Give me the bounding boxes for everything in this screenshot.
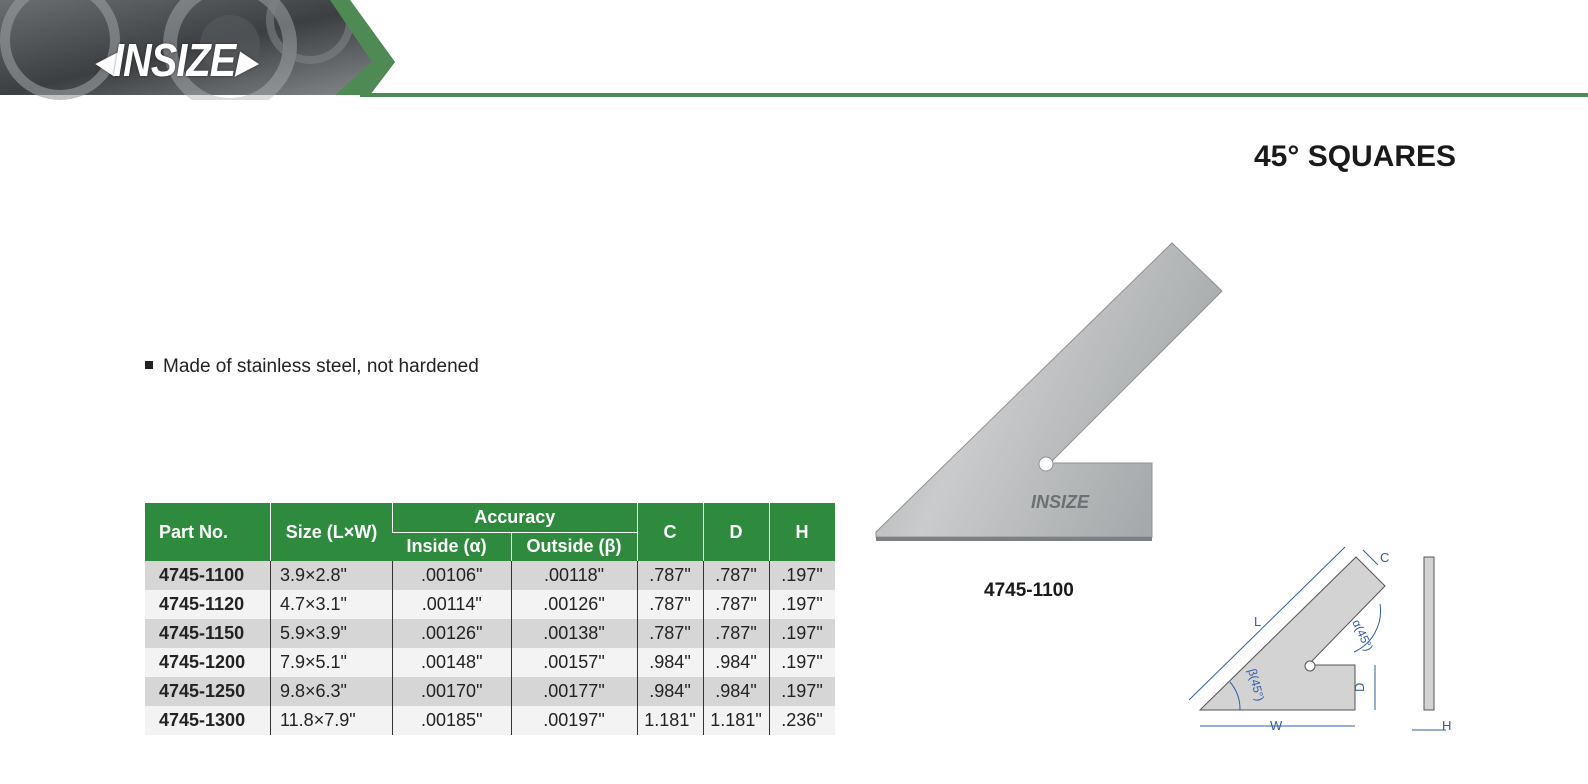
feature-text: Made of stainless steel, not hardened — [163, 356, 479, 377]
logo-arrow-left-icon: ◂ — [94, 34, 114, 86]
cell-d: .984" — [703, 648, 769, 677]
cell-inside: .00148" — [393, 648, 512, 677]
cell-size: 4.7×3.1" — [271, 590, 393, 619]
cell-c: .984" — [637, 648, 703, 677]
cell-outside: .00138" — [511, 619, 637, 648]
cell-outside: .00177" — [511, 677, 637, 706]
header-size: Size (L×W) — [271, 503, 393, 561]
header-outside: Outside (β) — [511, 532, 637, 561]
header-accuracy: Accuracy — [393, 503, 638, 532]
header-d: D — [703, 503, 769, 561]
label-l: L — [1254, 614, 1262, 629]
header-divider — [360, 93, 1588, 97]
table-row — [145, 619, 835, 648]
cell-size: 9.8×6.3" — [271, 677, 393, 706]
cell-d: .787" — [703, 561, 769, 590]
brand-logo — [94, 34, 254, 86]
table-row — [145, 648, 835, 677]
cell-h: .197" — [769, 619, 835, 648]
label-w: W — [1270, 718, 1283, 733]
cell-outside: .00118" — [511, 561, 637, 590]
cell-size: 3.9×2.8" — [271, 561, 393, 590]
table-row — [145, 706, 835, 735]
cell-h: .197" — [769, 648, 835, 677]
cell-outside: .00157" — [511, 648, 637, 677]
cell-c: .787" — [637, 590, 703, 619]
header-h: H — [769, 503, 835, 561]
label-c: C — [1380, 550, 1390, 565]
cell-c: .984" — [637, 677, 703, 706]
bullet-icon — [145, 361, 153, 369]
cell-inside: .00114" — [393, 590, 512, 619]
cell-inside: .00126" — [393, 619, 512, 648]
label-d: D — [1352, 682, 1367, 692]
cell-inside: .00185" — [393, 706, 512, 735]
cell-d: .787" — [703, 590, 769, 619]
cell-outside: .00197" — [511, 706, 637, 735]
cell-inside: .00106" — [393, 561, 512, 590]
table-row — [145, 677, 835, 706]
header-inside: Inside (α) — [393, 532, 512, 561]
cell-size: 7.9×5.1" — [271, 648, 393, 677]
header-banner — [0, 0, 1588, 100]
label-beta: β(45°) — [1245, 667, 1268, 703]
cell-d: .984" — [703, 677, 769, 706]
logo-arrow-right-icon: ▸ — [235, 34, 255, 86]
label-h: H — [1442, 718, 1452, 733]
label-alpha: α(45°) — [1349, 617, 1376, 654]
cell-h: .197" — [769, 590, 835, 619]
cell-part-no: 4745-1100 — [145, 561, 271, 590]
cell-size: 11.8×7.9" — [271, 706, 393, 735]
cell-h: .197" — [769, 677, 835, 706]
page-title: 45° SQUARES — [1254, 140, 1457, 173]
header-c: C — [637, 503, 703, 561]
table-row — [145, 561, 835, 590]
cell-h: .197" — [769, 561, 835, 590]
dimension-diagram — [1180, 540, 1470, 740]
cell-d: .787" — [703, 619, 769, 648]
header-part-no: Part No. — [145, 503, 271, 561]
cell-size: 5.9×3.9" — [271, 619, 393, 648]
cell-d: 1.181" — [703, 706, 769, 735]
cell-part-no: 4745-1300 — [145, 706, 271, 735]
cell-part-no: 4745-1150 — [145, 619, 271, 648]
table-row — [145, 590, 835, 619]
product-engraving: INSIZE — [1030, 492, 1090, 512]
cell-h: .236" — [769, 706, 835, 735]
feature-item — [145, 356, 479, 378]
photo-caption: 4745-1100 — [984, 580, 1074, 601]
product-photo — [870, 235, 1230, 545]
cell-part-no: 4745-1200 — [145, 648, 271, 677]
cell-c: 1.181" — [637, 706, 703, 735]
cell-inside: .00170" — [393, 677, 512, 706]
cell-part-no: 4745-1250 — [145, 677, 271, 706]
spec-table — [145, 503, 835, 735]
brand-name: INSIZE — [113, 34, 236, 86]
cell-c: .787" — [637, 561, 703, 590]
cell-outside: .00126" — [511, 590, 637, 619]
cell-c: .787" — [637, 619, 703, 648]
cell-part-no: 4745-1120 — [145, 590, 271, 619]
